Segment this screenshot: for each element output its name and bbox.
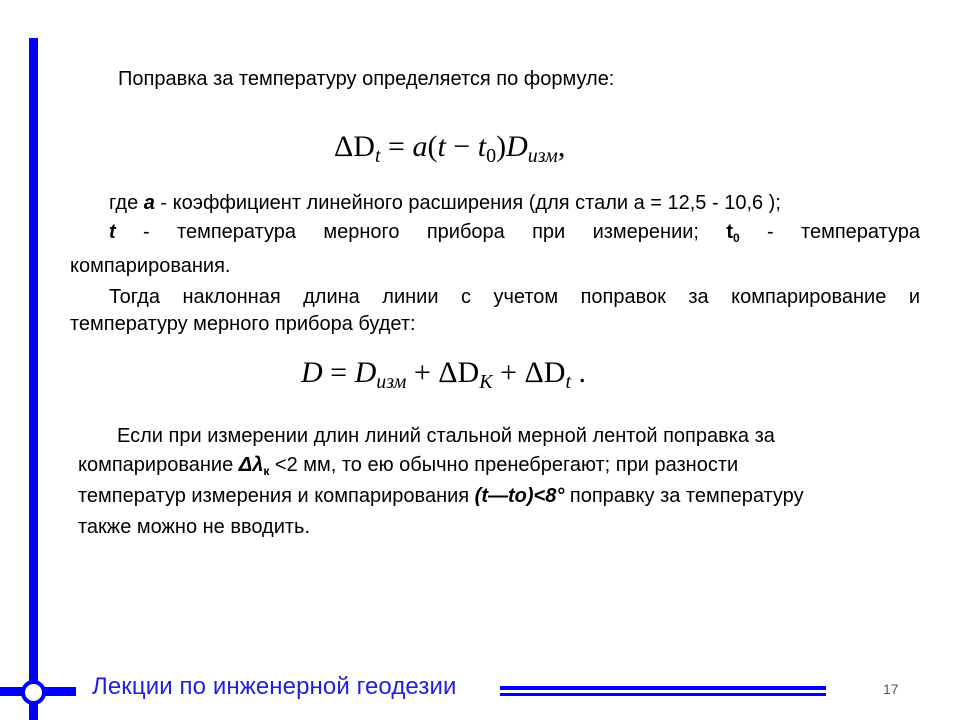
formula-temperature-correction: $\Delta D_t = a(t - t_0)D_{изм}$,	[334, 130, 566, 167]
definition-t: t - температура мерного прибора при измерении; $t_0$ - температура	[109, 221, 921, 245]
definition-t-continued: компарирования.	[70, 255, 231, 277]
footer-title: Лекции по инженерной геодезии	[92, 673, 457, 700]
note-line-1: Если при измерении длин линий стальной мерной лентой поправка за	[117, 425, 775, 447]
then-line-1: Тогда наклонная длина линии с учетом поправок за компарирование и	[109, 286, 920, 308]
note-line-4: также можно не вводить.	[78, 516, 311, 538]
then-line-2: температуру мерного прибора будет:	[70, 313, 416, 335]
definition-a: где a - коэффициент линейного расширения (для стали а = 12,5 - 10,6 );	[109, 192, 781, 214]
intro-text: Поправка за температуру определяется по формуле:	[118, 68, 615, 90]
formula-slope-length: $D = D_{изм} + \Delta D_K + \Delta D_t$ .	[301, 356, 587, 393]
left-accent-bar	[29, 38, 38, 720]
page-number: 17	[883, 681, 899, 697]
footer-lines	[500, 686, 826, 699]
footer-circle	[21, 680, 46, 705]
note-line-3: температур измерения и компарирования (t—to)<8° поправку за температуру	[78, 485, 804, 507]
note-line-2: компарирование $\Delta\lambda_к <2$ мм, то ею обычно пренебрегают; при разности	[78, 454, 739, 478]
